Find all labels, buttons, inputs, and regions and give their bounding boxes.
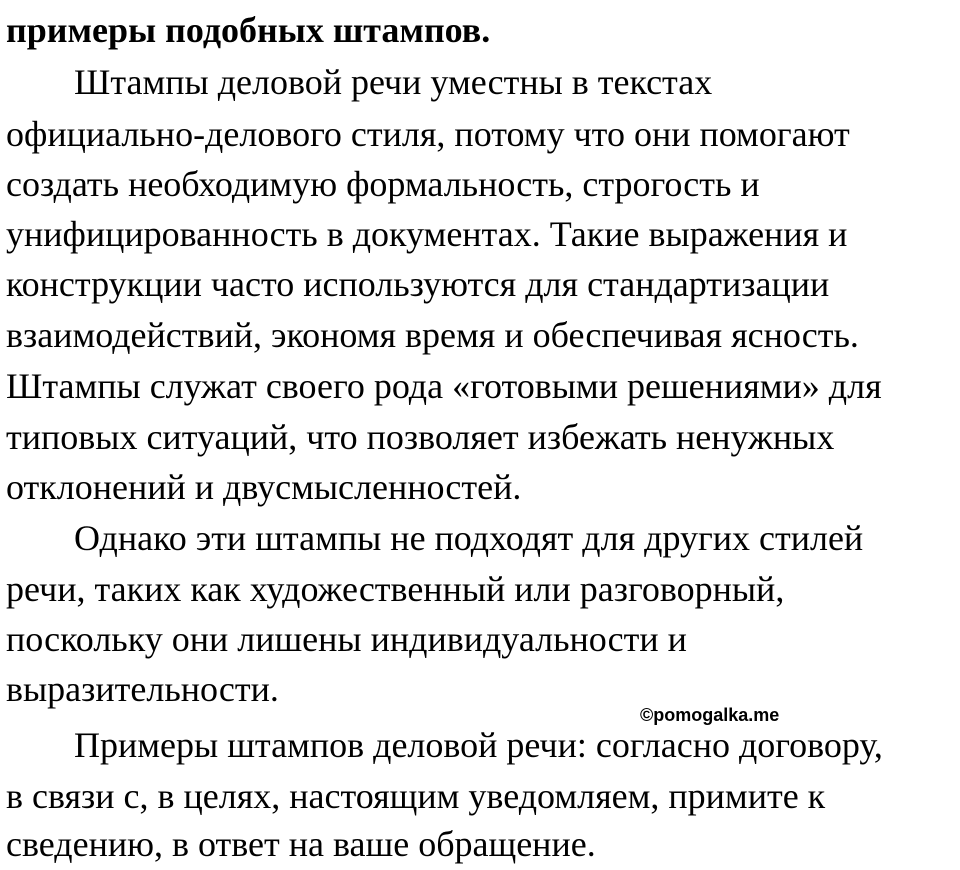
- paragraph-1-line-7: Штампы служат своего рода «готовыми решениями» для: [6, 366, 882, 406]
- paragraph-2-line-2: речи, таких как художественный или разговорный,: [6, 569, 785, 609]
- heading-line: примеры подобных штампов.: [6, 10, 491, 50]
- paragraph-1-line-8: типовых ситуаций, что позволяет избежать ненужных: [6, 417, 835, 457]
- paragraph-1-line-2: официально-делового стиля, потому что они помогают: [6, 114, 850, 154]
- paragraph-1-line-6: взаимодействий, экономя время и обеспечивая ясность.: [6, 315, 859, 355]
- paragraph-1-line-5: конструкции часто используются для стандартизации: [6, 264, 830, 304]
- paragraph-2-line-3: поскольку они лишены индивидуальности и: [6, 619, 687, 659]
- paragraph-1-line-4: унифицированность в документах. Такие выражения и: [6, 214, 848, 254]
- paragraph-1-line-1: Штампы деловой речи уместны в текстах: [74, 62, 713, 102]
- paragraph-2-line-1: Однако эти штампы не подходят для других стилей: [74, 518, 864, 558]
- watermark: ©pomogalka.me: [640, 705, 780, 725]
- paragraph-2-line-4: выразительности.: [6, 669, 279, 709]
- paragraph-3-line-3: сведению, в ответ на ваше обращение.: [6, 824, 596, 864]
- paragraph-1-line-9: отклонений и двусмысленностей.: [6, 467, 522, 507]
- paragraph-1-line-3: создать необходимую формальность, строгость и: [6, 164, 760, 204]
- paragraph-3-line-2: в связи с, в целях, настоящим уведомляем, примите к: [6, 776, 826, 816]
- paragraph-3-line-1: Примеры штампов деловой речи: согласно договору,: [74, 725, 883, 765]
